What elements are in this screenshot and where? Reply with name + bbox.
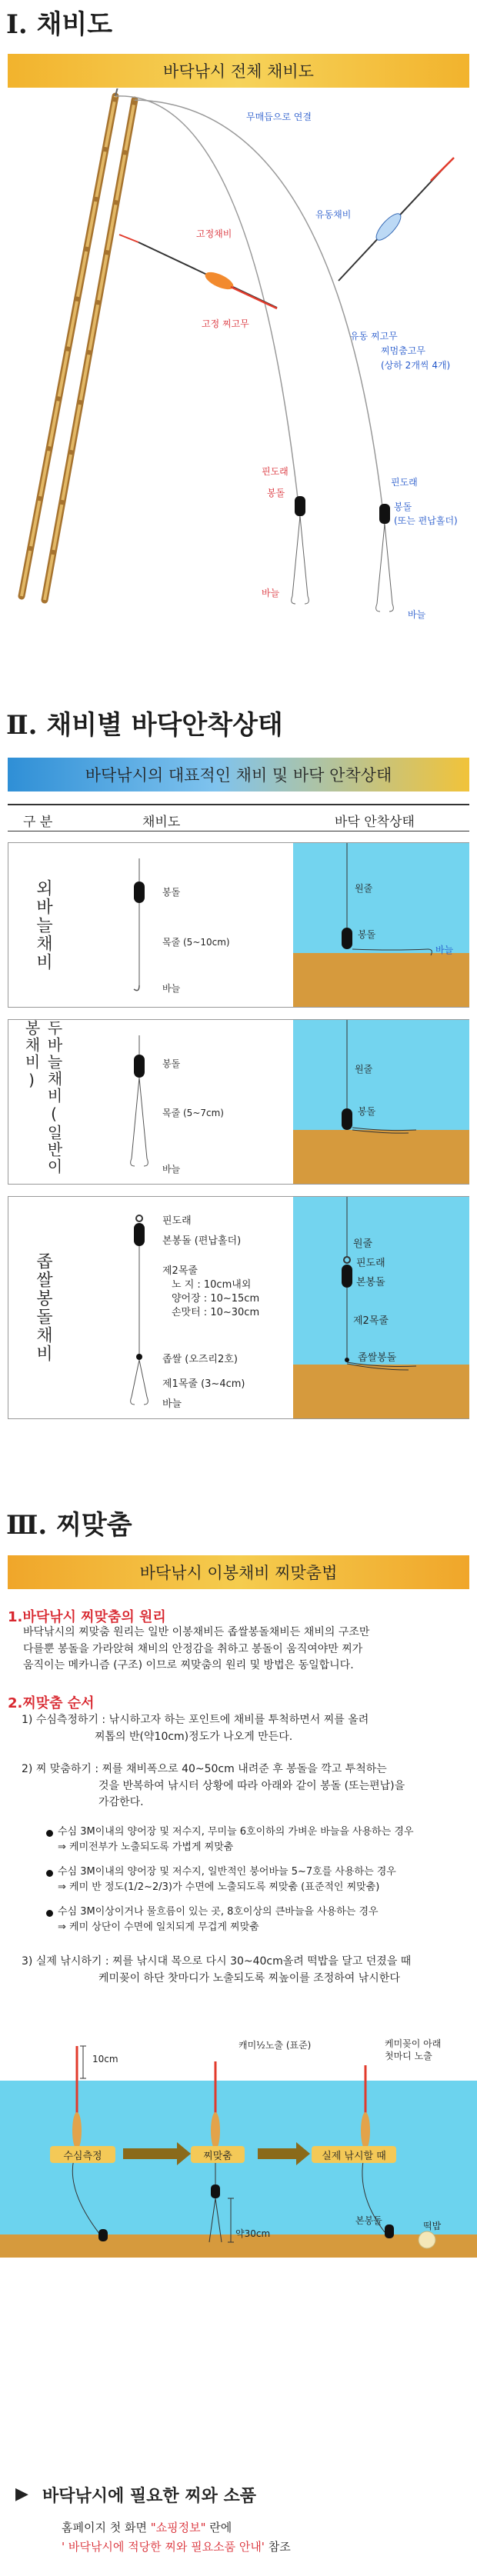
arrow-icon-1	[123, 2142, 191, 2165]
label-sinker-left: 봉돌	[267, 488, 285, 498]
row1-label-0: 봉돌	[162, 887, 181, 898]
triangle-icon: ▶	[15, 2484, 28, 2504]
label-sinker-right: 봉돌	[394, 502, 412, 512]
step-label-adjust: 찌맞춤	[191, 2146, 245, 2163]
float-1-icon	[72, 2046, 108, 2241]
sinker-hook-right	[376, 504, 394, 612]
row-name: 두바늘채비(일반이봉채비)	[22, 1020, 63, 1175]
fixed-float-icon	[119, 235, 277, 308]
header-gubun: 구 분	[23, 815, 53, 830]
header-chaebido: 채비도	[142, 815, 181, 830]
header-anchak: 바닥 안착상태	[335, 815, 415, 830]
label-moving-float-rubber: 유동 찌고무	[350, 331, 398, 342]
table-row-small-sinker: 좁쌀봉돌채비 핀도래 본봉돌 (편납홀더) 제2목줄 노 지 : 10cm내외 양어장 : 10~15cm 손맛터 : 10~30cm 좁쌀 (오즈리2호) 제1목줄 (3~4cm) 바늘 원줄 핀도래 본봉돌 제2목줄 좁쌀봉돌	[8, 1196, 469, 1419]
section-1-banner: 바닥낚시 전체 채비도	[8, 54, 469, 88]
section-3-title: Ⅲ. 찌맞춤	[6, 1510, 132, 1541]
label-hook-right: 바늘	[408, 609, 426, 620]
step-2: 2) 찌 맞춤하기 : 찌를 채비폭으로 40~50cm 내려준 후 봉돌을 깍고 투척하는 것을 반복하여 낚시터 상황에 따라 아래와 같이 봉돌 (또는편납)을 가감한다.	[22, 1763, 405, 1809]
label-hook-left: 바늘	[262, 588, 280, 598]
label-float-stopper-note: (상하 2개씩 4개)	[381, 360, 451, 371]
row1-label-2: 바늘	[162, 983, 181, 994]
step-3: 3) 실제 낚시하기 : 찌를 낚시대 목으로 다시 30~40cm올려 떡밥을 달고 던졌을 때 케미꽂이 하단 찻마디가 노출되도록 찌높이를 조정하여 낚시한다	[22, 1955, 412, 1984]
row2-label-1: 목줄 (5~7cm)	[162, 1108, 224, 1118]
moving-float-icon	[339, 158, 454, 281]
row-name: 좁쌀봉돌채비	[33, 1252, 53, 1363]
label-pin-swivel-left: 핀도래	[262, 466, 289, 477]
bullet-2: 수심 3M이내의 양어장 및 저수지, 일반적인 붕어바늘 5~7호를 사용하는 경우 ⇒ 케미 반 정도(1/2~2/3)가 수면에 노출되도록 찌맞춤 (표준적인 찌맞춤)	[58, 1866, 396, 1894]
label-moving-rig: 유동채비	[315, 209, 352, 220]
label-fixed-rig: 고정채비	[196, 228, 232, 239]
label-sinker-right-note: (또는 편납홀더)	[394, 515, 458, 526]
guide-line: ' 바닥낚시에 적당한 찌와 필요소품 안내' 참조	[62, 2540, 291, 2554]
table-row-single-hook	[8, 842, 469, 1008]
single-hook-diagram	[124, 858, 155, 997]
table-row-double-hook	[8, 1019, 469, 1185]
row2-bottom-state: 원줄 봉돌	[293, 1020, 469, 1184]
arrow-icon-2	[258, 2142, 310, 2165]
label-fixed-float-rubber: 고정 찌고무	[202, 318, 249, 329]
row3-bottom-state: 원줄 핀도래 본봉돌 제2목줄 좁쌀봉돌	[293, 1197, 469, 1418]
label-float-stopper: 찌멈춤고무	[381, 345, 425, 356]
sinker-hook-left	[292, 496, 309, 604]
section-4-title: 바닥낚시에 필요한 찌와 소품	[42, 2486, 257, 2506]
table-header	[8, 804, 469, 831]
section-2-title: Ⅱ. 채비별 바닥안착상태	[6, 710, 283, 741]
row2-label-0: 봉돌	[162, 1058, 181, 1069]
float-adjust-diagram: 수심측정 찌맞춤 실제 낚시할 때 10cm 캐미½노출 (표준) 케미꽂이 아래 첫마디 노출 약30cm 본봉돌 떡밥	[0, 2031, 477, 2269]
step-label-depth: 수심측정	[50, 2146, 115, 2163]
shopping-info-line: 홈페이지 첫 화면 "쇼핑정보" 란에	[62, 2521, 232, 2534]
row2-label-2: 바늘	[162, 1164, 181, 1175]
principle-text: 바닥낚시의 찌맞춤 원리는 일반 이봉채비든 좁쌀봉돌채비든 채비의 구조만 다를뿐 봉돌을 가라앉혀 채비의 안정감을 취하고 봉돌이 움직여야만 찌가 움직이는 메카니즘 (구조) 이므로 찌맞춤의 원리 및 방법은 동일합니다.	[23, 1626, 370, 1672]
section-2-banner: 바닥낚시의 대표적인 채비 및 바닥 안착상태	[8, 758, 469, 791]
heading-order: 2.찌맞춤 순서	[8, 1695, 95, 1711]
row1-label-1: 목줄 (5~10cm)	[162, 937, 230, 948]
step-label-actual: 실제 낚시할 때	[312, 2146, 396, 2163]
row-name: 외바늘채비	[33, 878, 53, 971]
section-3-banner: 바닥낚시 이봉채비 찌맞춤법	[8, 1555, 469, 1589]
heading-principle: 1.바닥낚시 찌맞춤의 원리	[8, 1609, 166, 1625]
step-1: 1) 수심측정하기 : 낚시하고자 하는 포인트에 채비를 투척하면서 찌를 올려 찌톱의 반(약10cm)정도가 나오게 만든다.	[22, 1714, 369, 1743]
bullet-3: 수심 3M이상이거나 물흐름이 있는 곳, 8호이상의 큰바늘을 사용하는 경우 ⇒ 케미 상단이 수면에 일치되게 무겁게 찌맞춤	[58, 1906, 379, 1934]
label-mudadeum: 무매듭으로 연결	[246, 112, 312, 122]
fishing-rods-illustration	[22, 88, 135, 600]
bullet-1: 수심 3M이내의 양어장 및 저수지, 무미늘 6호이하의 가벼운 바늘을 사용하는 경우 ⇒ 케미전부가 노출되도록 가볍게 찌맞춤	[58, 1826, 414, 1854]
section-1-title: Ⅰ. 채비도	[6, 9, 113, 40]
small-sinker-diagram	[124, 1212, 155, 1412]
double-hook-diagram	[124, 1035, 155, 1174]
row1-bottom-state: 원줄 봉돌 바늘	[293, 843, 469, 1007]
label-pin-swivel-right: 핀도래	[391, 477, 418, 488]
